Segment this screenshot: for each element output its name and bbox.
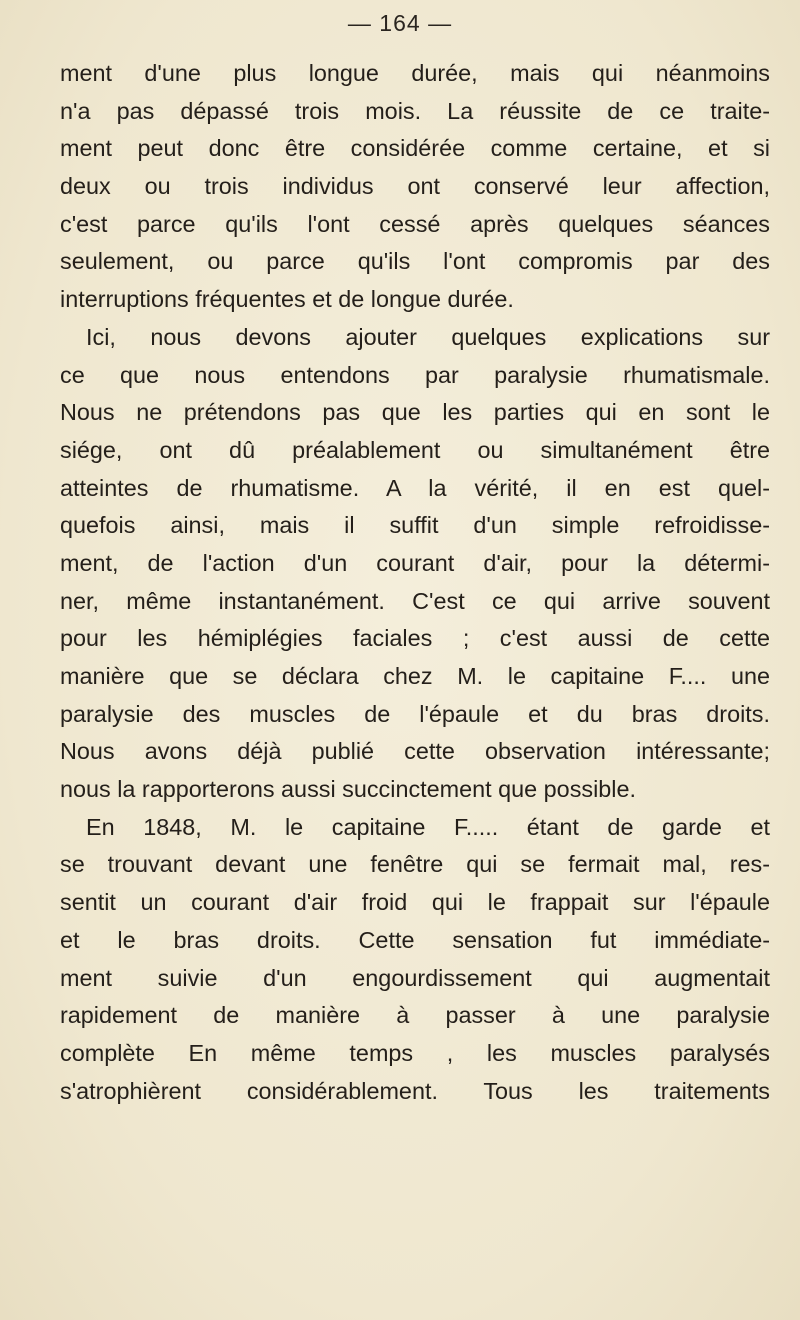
text-line: Nous avons déjà publié cette observation intéressante; [60,738,770,765]
text-line: siége, ont dû préalablement ou simultanément être [60,436,770,463]
text-line: ce que nous entendons par paralysie rhumatismale. [60,361,770,388]
page-number: — 164 — [347,10,453,36]
text-line: s'atrophièrent considérablement. Tous les traitements [60,1077,770,1104]
text-line: seulement, ou parce qu'ils l'ont compromis par des [60,248,770,275]
text-line: En 1848, M. le capitaine F..... étant de garde et [86,813,770,840]
text-line: et le bras droits. Cette sensation fut immédiate- [60,926,770,953]
text-line: pour les hémiplégies faciales ; c'est aussi de cette [60,625,770,652]
text-line: interruptions fréquentes et de longue durée. [60,286,514,313]
text-line: nous la rapporterons aussi succinctement que possible. [60,776,636,803]
text-line: atteintes de rhumatisme. A la vérité, il en est quel- [60,474,770,501]
text-line: ment, de l'action d'un courant d'air, pour la détermi- [60,549,770,576]
text-line: rapidement de manière à passer à une paralysie [60,1002,770,1029]
text-line: n'a pas dépassé trois mois. La réussite de ce traite- [60,97,770,124]
text-line: ner, même instantanément. C'est ce qui arrive souvent [60,587,770,614]
text-line: ment suivie d'un engourdissement qui augmentait [60,964,770,991]
text-line: sentit un courant d'air froid qui le frappait sur l'épaule [60,889,770,916]
text-line: manière que se déclara chez M. le capitaine F.... une [60,663,770,689]
text-line: deux ou trois individus ont conservé leur affection, [60,173,770,200]
text-line: Nous ne prétendons pas que les parties qui en sont le [60,399,770,426]
text-line: ment peut donc être considérée comme certaine, et si [60,135,770,162]
text-line: paralysie des muscles de l'épaule et du bras droits. [60,700,770,727]
text-line: Ici, nous devons ajouter quelques explications sur [86,323,770,350]
text-line: ment d'une plus longue durée, mais qui néanmoins [60,60,770,86]
text-line: c'est parce qu'ils l'ont cessé après quelques séances [60,210,770,237]
text-line: quefois ainsi, mais il suffit d'un simple refroidisse- [60,512,770,539]
body-text [60,55,770,1110]
text-line: se trouvant devant une fenêtre qui se fermait mal, res- [60,851,770,878]
text-line: complète En même temps , les muscles paralysés [60,1039,770,1066]
